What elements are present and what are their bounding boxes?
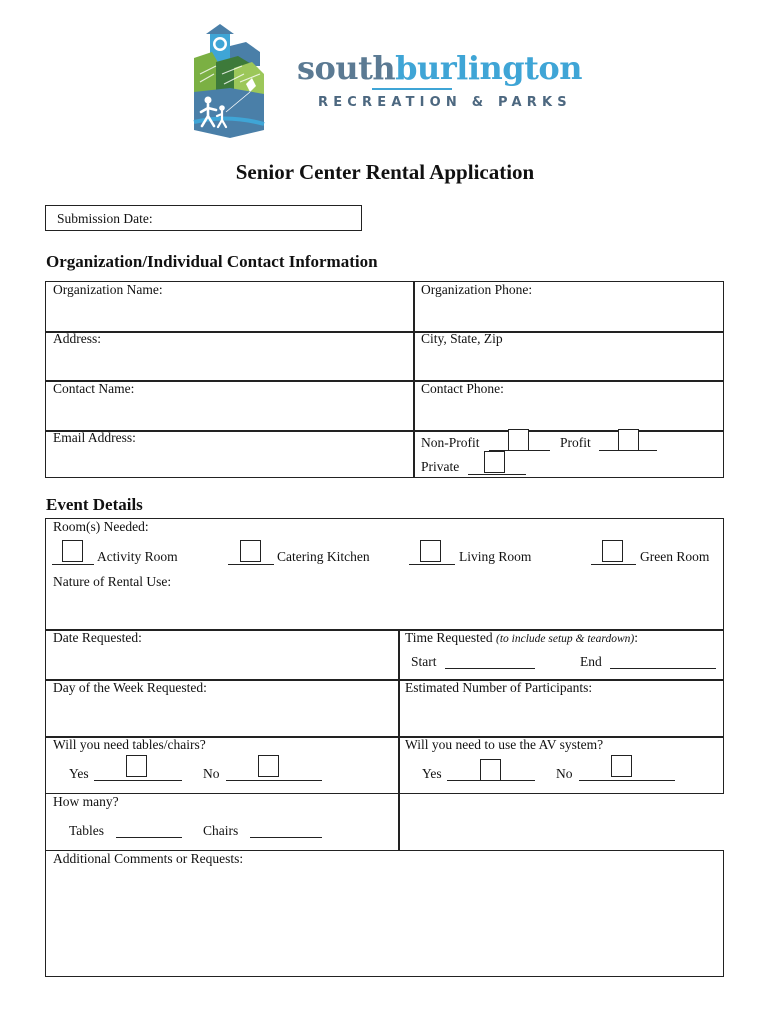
private-underline	[468, 474, 526, 475]
end-label: End	[580, 654, 602, 669]
contact-row-line	[45, 380, 724, 382]
org-name-field[interactable]: Organization Name:	[53, 282, 163, 297]
time-requested-label	[405, 630, 638, 646]
av-no-checkbox[interactable]	[611, 755, 632, 777]
brand-subtitle: RECREATION & PARKS	[318, 95, 572, 110]
room-underline	[228, 564, 274, 565]
submission-date-label: Submission Date:	[57, 211, 153, 226]
comments-label: Additional Comments or Requests:	[53, 851, 244, 866]
private-label: Private	[421, 459, 460, 474]
av-yes-checkbox[interactable]	[480, 759, 501, 781]
chairs-count-input[interactable]	[250, 837, 322, 838]
contact-name-field[interactable]: Contact Name:	[53, 381, 135, 396]
start-time-input[interactable]	[445, 668, 535, 669]
nature-of-rental-field[interactable]: Nature of Rental Use:	[53, 574, 172, 589]
living-room-label: Living Room	[459, 549, 532, 564]
living-room-checkbox[interactable]	[420, 540, 441, 562]
green-room-checkbox[interactable]	[602, 540, 623, 562]
tables-count-input[interactable]	[116, 837, 182, 838]
contact-section-heading: Organization/Individual Contact Information	[46, 252, 378, 271]
av-question: Will you need to use the AV system?	[405, 737, 604, 752]
tables-chairs-no-underline	[226, 780, 322, 781]
room-underline	[52, 564, 94, 565]
room-underline	[591, 564, 636, 565]
tables-chairs-yes-underline	[94, 780, 182, 781]
submission-date-field[interactable]	[45, 205, 362, 231]
date-requested-field[interactable]: Date Requested:	[53, 630, 142, 645]
time-requested-text: Time Requested	[405, 630, 493, 645]
profit-checkbox[interactable]	[618, 429, 639, 451]
tables-chairs-yes-checkbox[interactable]	[126, 755, 147, 777]
time-colon: :	[634, 630, 638, 645]
contact-phone-field[interactable]: Contact Phone:	[421, 381, 504, 396]
room-underline	[409, 564, 455, 565]
non-profit-checkbox[interactable]	[508, 429, 529, 451]
tables-label: Tables	[69, 823, 105, 838]
av-no-label: No	[556, 766, 573, 781]
south-burlington-logo-icon	[190, 22, 268, 140]
activity-room-label: Activity Room	[97, 549, 178, 564]
brand-burlington: burlington	[395, 49, 583, 87]
brand-divider	[372, 88, 452, 90]
non-profit-label: Non-Profit	[421, 435, 480, 450]
tables-chairs-yes-label: Yes	[69, 766, 89, 781]
end-time-input[interactable]	[610, 668, 716, 669]
green-room-label: Green Room	[640, 549, 710, 564]
comments-field[interactable]	[45, 850, 724, 977]
page-title: Senior Center Rental Application	[235, 160, 535, 184]
tables-chairs-no-checkbox[interactable]	[258, 755, 279, 777]
profit-label: Profit	[560, 435, 591, 450]
participants-field[interactable]: Estimated Number of Participants:	[405, 680, 593, 695]
event-section-heading: Event Details	[46, 495, 143, 514]
address-field[interactable]: Address:	[53, 331, 101, 346]
contact-row-line	[45, 331, 724, 333]
brand-name	[297, 50, 582, 86]
chairs-label: Chairs	[203, 823, 239, 838]
catering-kitchen-label: Catering Kitchen	[277, 549, 370, 564]
activity-room-checkbox[interactable]	[62, 540, 83, 562]
email-field[interactable]: Email Address:	[53, 430, 136, 445]
av-no-underline	[579, 780, 675, 781]
tables-chairs-no-label: No	[203, 766, 220, 781]
private-checkbox[interactable]	[484, 451, 505, 473]
org-phone-field[interactable]: Organization Phone:	[421, 282, 533, 297]
brand-south: south	[297, 49, 396, 87]
city-state-zip-field[interactable]: City, State, Zip	[421, 331, 503, 346]
how-many-label: How many?	[53, 794, 119, 809]
rooms-needed-label: Room(s) Needed:	[53, 519, 149, 534]
catering-kitchen-checkbox[interactable]	[240, 540, 261, 562]
start-label: Start	[411, 654, 437, 669]
time-note: (to include setup & teardown)	[496, 633, 635, 645]
av-yes-label: Yes	[422, 766, 442, 781]
tables-chairs-question: Will you need tables/chairs?	[53, 737, 206, 752]
day-of-week-field[interactable]: Day of the Week Requested:	[53, 680, 207, 695]
